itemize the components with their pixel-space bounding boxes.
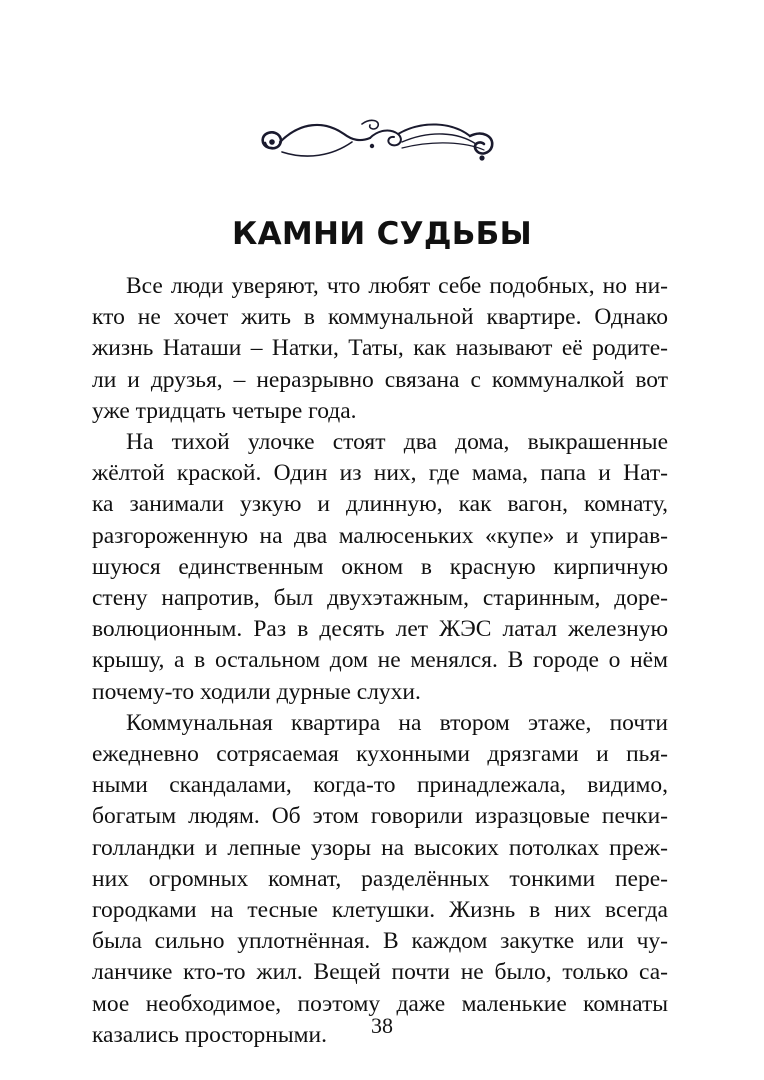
text-line: волюционным. Раз в десять лет ЖЭС латал железную [92, 616, 668, 643]
text-line: крышу, а в остальном дом не менялся. В городе о нём [92, 647, 668, 674]
text-line: мое необходимое, поэтому даже маленькие комнаты [92, 990, 668, 1017]
text-line: шуюся единственным окном в красную кирпичную [92, 553, 668, 580]
text-line: почему-то ходили дурные слухи. [92, 678, 421, 705]
text-line: была сильно уплотнённая. В каждом закутке или чу- [92, 928, 668, 955]
paragraph [92, 708, 668, 1051]
text-line: ка занимали узкую и длинную, как вагон, комнату, [92, 491, 668, 518]
text-line: ежедневно сотрясаемая кухонными дрязгами и пья- [92, 741, 668, 768]
text-line: ными скандалами, когда-то принадлежала, видимо, [92, 772, 668, 799]
text-line: жёлтой краской. Один из них, где мама, папа и Нат- [92, 460, 668, 487]
text-line: Все люди уверяют, что любят себе подобных, но ни- [126, 273, 668, 299]
text-line: Коммунальная квартира на втором этаже, почти [126, 709, 668, 736]
text-line: кто не хочет жить в коммунальной квартире. Однако [92, 304, 668, 331]
chapter-title: КАМНИ СУДЬБЫ [231, 216, 533, 252]
text-line: богатым людям. Об этом говорили изразцовые печки- [92, 803, 668, 830]
text-line: ланчике кто-то жил. Вещей почти не было, только са- [92, 959, 668, 986]
text-line: голландки и лепные узоры на высоких потолках преж- [92, 834, 668, 861]
page-number: 38 [371, 1013, 393, 1038]
text-line: стену напротив, был двухэтажным, старинным, доре- [92, 585, 668, 612]
text-line: На тихой улочке стоят два дома, выкрашенные [126, 429, 668, 456]
text-line: ли и друзья, – неразрывно связана с коммуналкой вот [92, 366, 668, 393]
paragraph [92, 271, 668, 427]
text-line: них огромных комнат, разделённых тонкими пере- [92, 865, 668, 892]
text-line: казались просторными. [92, 1021, 327, 1048]
paragraph [92, 427, 668, 708]
text-line: уже тридцать четыре года. [92, 397, 357, 424]
text-line: жизнь Наташи – Натки, Таты, как называют её родите- [92, 335, 668, 362]
text-line: разгороженную на два малюсеньких «купе» и упирав- [92, 522, 668, 549]
flourish-divider-icon [252, 112, 504, 172]
chapter-body [92, 271, 668, 1051]
text-line: городками на тесные клетушки. Жизнь в них всегда [92, 897, 668, 924]
